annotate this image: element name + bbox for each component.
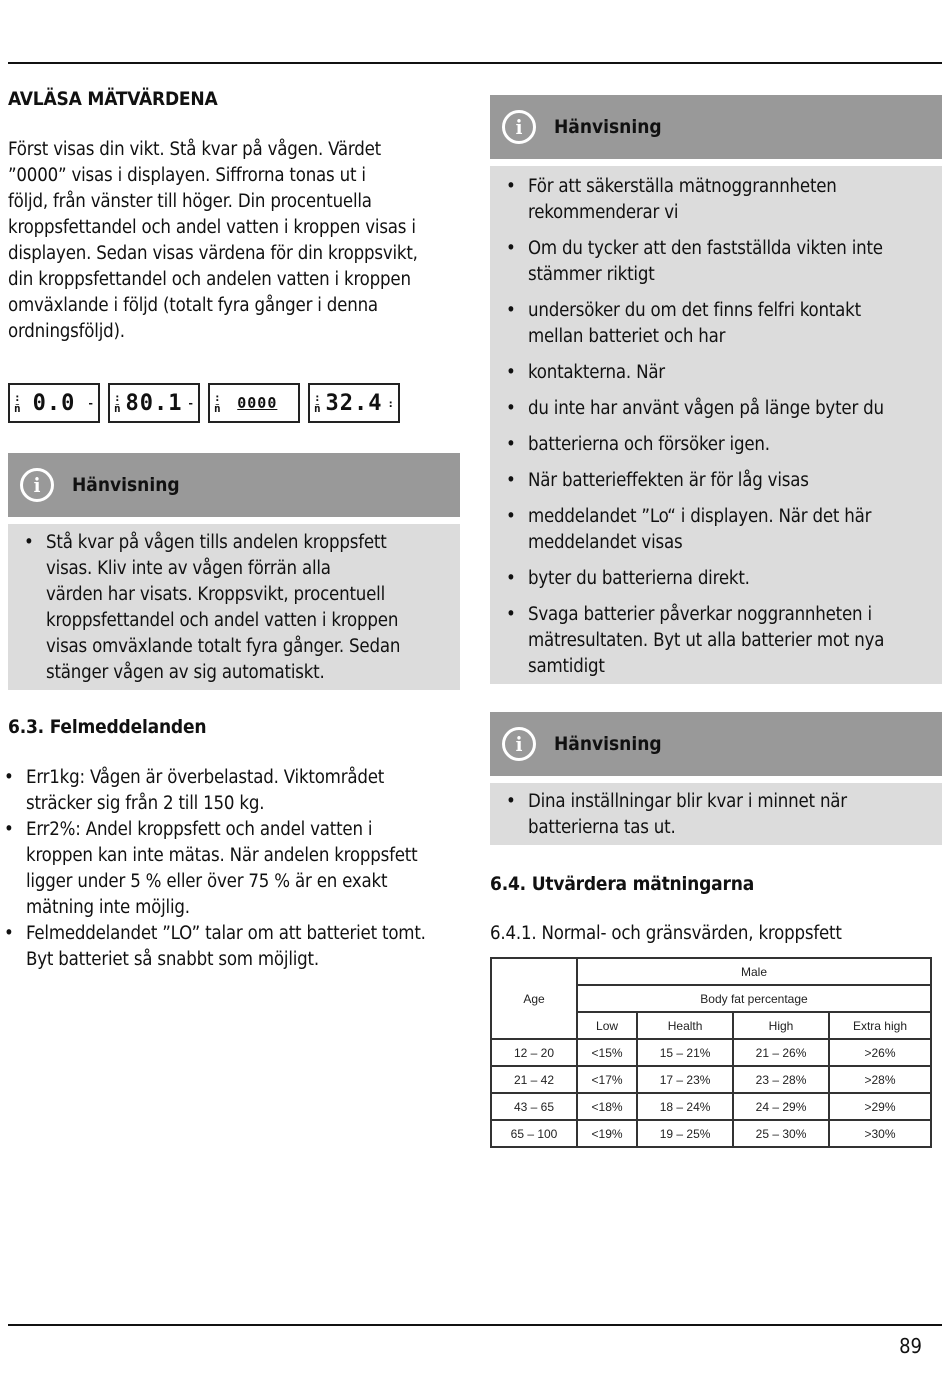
- table-cell: 65 – 100: [491, 1120, 577, 1147]
- error-list: [0, 765, 460, 973]
- right-column: [490, 95, 942, 1148]
- table-column-header: High: [733, 1012, 829, 1039]
- note-body: [8, 520, 460, 690]
- note-header: [8, 453, 460, 520]
- note-title: Hänvisning: [72, 474, 180, 496]
- note-body: [490, 779, 942, 845]
- table-row: [491, 1066, 931, 1093]
- table-cell: >29%: [829, 1093, 931, 1120]
- table-cell: >28%: [829, 1066, 931, 1093]
- note-title: Hänvisning: [554, 733, 662, 755]
- list-item: • För att säkerställa mätnoggrannheten rekommenderar vi: [502, 174, 930, 226]
- table-cell: <17%: [577, 1066, 637, 1093]
- note-box-accuracy: [490, 95, 942, 684]
- list-item: • meddelandet ”Lo“ i displayen. När det här meddelandet visas: [502, 504, 930, 556]
- lcd-marker-icon: : ñ: [214, 391, 221, 415]
- table-cell: 43 – 65: [491, 1093, 577, 1120]
- table-row: [491, 1093, 931, 1120]
- list-item: • undersöker du om det finns felfri kontakt mellan batteriet och har: [502, 298, 930, 350]
- table-cell: <15%: [577, 1039, 637, 1066]
- section-heading-errors: 6.3. Felmeddelanden: [8, 716, 207, 738]
- list-item: • batterierna och försöker igen.: [502, 432, 930, 458]
- table-cell: <18%: [577, 1093, 637, 1120]
- note-body: [490, 162, 942, 684]
- table-cell: 15 – 21%: [637, 1039, 733, 1066]
- list-item: • Dina inställningar blir kvar i minnet när batterierna tas ut.: [502, 789, 930, 841]
- lcd-display: : ñ 0000: [208, 383, 300, 423]
- lcd-display: : ñ 0.0 -: [8, 383, 100, 423]
- table-header-gender: Male: [577, 958, 931, 985]
- lcd-marker-icon: : ñ: [314, 391, 321, 415]
- table-header-age: Age: [491, 958, 577, 1039]
- table-cell: <19%: [577, 1120, 637, 1147]
- note-title: Hänvisning: [554, 116, 662, 138]
- info-icon: i: [502, 110, 536, 144]
- table-column-header: Health: [637, 1012, 733, 1039]
- list-item: • Err2%: Andel kroppsfett och andel vatten i kroppen kan inte mätas. När andelen kroppsfett ligger under 5 % eller över 75 % är en exakt mätning inte möjlig.: [0, 817, 460, 921]
- table-cell: 24 – 29%: [733, 1093, 829, 1120]
- lcd-marker-icon: : ñ: [114, 391, 121, 415]
- list-item: • När batterieffekten är för låg visas: [502, 468, 930, 494]
- lcd-marker-icon: : ñ: [14, 391, 21, 415]
- list-item: • Err1kg: Vågen är överbelastad. Viktområdet sträcker sig från 2 till 150 kg.: [0, 765, 460, 817]
- lcd-display: : ñ 32.4 :: [308, 383, 400, 423]
- list-item: • Svaga batterier påverkar noggrannheten i mätresultaten. Byt ut alla batterier mot nya samtidigt: [502, 602, 930, 680]
- info-icon: i: [502, 727, 536, 761]
- list-item: • Felmeddelandet ”LO” talar om att batteriet tomt. Byt batteriet så snabbt som möjligt.: [0, 921, 460, 973]
- table-row: [491, 1039, 931, 1066]
- page-number: 89: [899, 1334, 922, 1358]
- list-item: • du inte har använt vågen på länge byter du: [502, 396, 930, 422]
- subsection-heading: 6.4.1. Normal- och gränsvärden, kroppsfett: [490, 923, 842, 944]
- table-column-header: Low: [577, 1012, 637, 1039]
- table-column-header: Extra high: [829, 1012, 931, 1039]
- bottom-rule: [8, 1324, 942, 1326]
- table-cell: 17 – 23%: [637, 1066, 733, 1093]
- lcd-display: : ñ 80.1 -: [108, 383, 200, 423]
- list-item: • Stå kvar på vågen tills andelen kroppsfett visas. Kliv inte av vågen förrän alla värden har visats. Kroppsvikt, procentuell kroppsfettandel och andel vatten i kroppen visas omväxlande totalt fyra gånger. Sedan stänger vågen av sig automatiskt.: [20, 530, 448, 686]
- table-cell: >30%: [829, 1120, 931, 1147]
- table-cell: >26%: [829, 1039, 931, 1066]
- display-sequence: [8, 383, 460, 423]
- note-box-weighing: [8, 453, 460, 690]
- left-column: [8, 88, 460, 973]
- section-heading-evaluate: 6.4. Utvärdera mätningarna: [490, 873, 755, 895]
- section-heading-reading: AVLÄSA MÄTVÄRDENA: [8, 88, 218, 110]
- note-header: [490, 95, 942, 162]
- table-cell: 21 – 26%: [733, 1039, 829, 1066]
- table-cell: 21 – 42: [491, 1066, 577, 1093]
- table-cell: 23 – 28%: [733, 1066, 829, 1093]
- list-item: • byter du batterierna direkt.: [502, 566, 930, 592]
- table-cell: 19 – 25%: [637, 1120, 733, 1147]
- list-item: • kontakterna. När: [502, 360, 930, 386]
- table-row: [491, 1120, 931, 1147]
- intro-paragraph: Först visas din vikt. Stå kvar på vågen. Värdet ”0000” visas i displayen. Siffrorna tonas ut i följd, från vänster till höger. Din procentuella kroppsfettandel och andel vatten i kroppen visas i displayen. Sedan visas värdena för din kroppsvikt, din kroppsfettandel och andelen vatten i kroppen omväxlande i följd (totalt fyra gånger i denna ordningsföljd).: [8, 139, 418, 342]
- note-header: [490, 712, 942, 779]
- table-cell: 12 – 20: [491, 1039, 577, 1066]
- table-cell: 25 – 30%: [733, 1120, 829, 1147]
- table-header-metric: Body fat percentage: [577, 985, 931, 1012]
- body-fat-table: [490, 957, 932, 1148]
- note-box-memory: [490, 712, 942, 845]
- top-rule: [8, 62, 942, 64]
- info-icon: i: [20, 468, 54, 502]
- list-item: • Om du tycker att den fastställda vikten inte stämmer riktigt: [502, 236, 930, 288]
- table-cell: 18 – 24%: [637, 1093, 733, 1120]
